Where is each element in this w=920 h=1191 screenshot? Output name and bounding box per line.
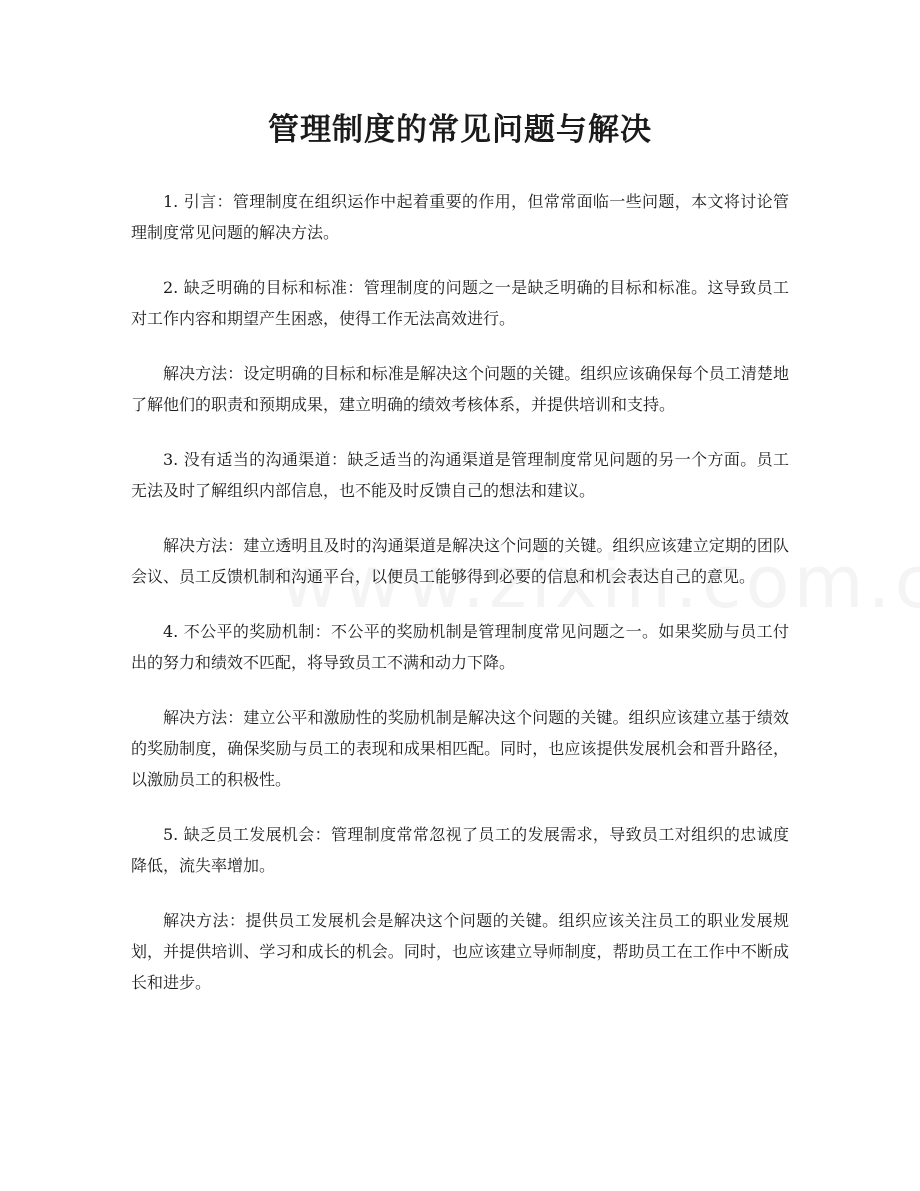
paragraph-solution-1: 解决方法：设定明确的目标和标准是解决这个问题的关键。组织应该确保每个员工清楚地了解他们的职责和预期成果，建立明确的绩效考核体系，并提供培训和支持。 xyxy=(131,364,789,414)
document-title: 管理制度的常见问题与解决 xyxy=(268,112,652,148)
paragraph-solution-4: 解决方法：提供员工发展机会是解决这个问题的关键。组织应该关注员工的职业发展规划，并提供培训、学习和成长的机会。同时，也应该建立导师制度，帮助员工在工作中不断成长和进步。 xyxy=(131,911,789,992)
paragraph-issue-1: 2. 缺乏明确的目标和标准：管理制度的问题之一是缺乏明确的目标和标准。这导致员工对工作内容和期望产生困惑，使得工作无法高效进行。 xyxy=(131,278,789,328)
paragraph-solution-3: 解决方法：建立公平和激励性的奖励机制是解决这个问题的关键。组织应该建立基于绩效的奖励制度，确保奖励与员工的表现和成果相匹配。同时，也应该提供发展机会和晋升路径，以激励员工的积极性。 xyxy=(131,708,789,789)
document-body xyxy=(131,186,789,1022)
paragraph-issue-3: 4. 不公平的奖励机制：不公平的奖励机制是管理制度常见问题之一。如果奖励与员工付出的努力和绩效不匹配，将导致员工不满和动力下降。 xyxy=(131,622,789,672)
paragraph-solution-2: 解决方法：建立透明且及时的沟通渠道是解决这个问题的关键。组织应该建立定期的团队会议、员工反馈机制和沟通平台，以便员工能够得到必要的信息和机会表达自己的意见。 xyxy=(131,536,789,586)
paragraph-issue-4: 5. 缺乏员工发展机会：管理制度常常忽视了员工的发展需求，导致员工对组织的忠诚度降低，流失率增加。 xyxy=(131,825,789,875)
paragraph-intro: 1. 引言：管理制度在组织运作中起着重要的作用，但常常面临一些问题，本文将讨论管理制度常见问题的解决方法。 xyxy=(131,192,789,242)
paragraph-issue-2: 3. 没有适当的沟通渠道：缺乏适当的沟通渠道是管理制度常见问题的另一个方面。员工无法及时了解组织内部信息，也不能及时反馈自己的想法和建议。 xyxy=(131,450,789,500)
